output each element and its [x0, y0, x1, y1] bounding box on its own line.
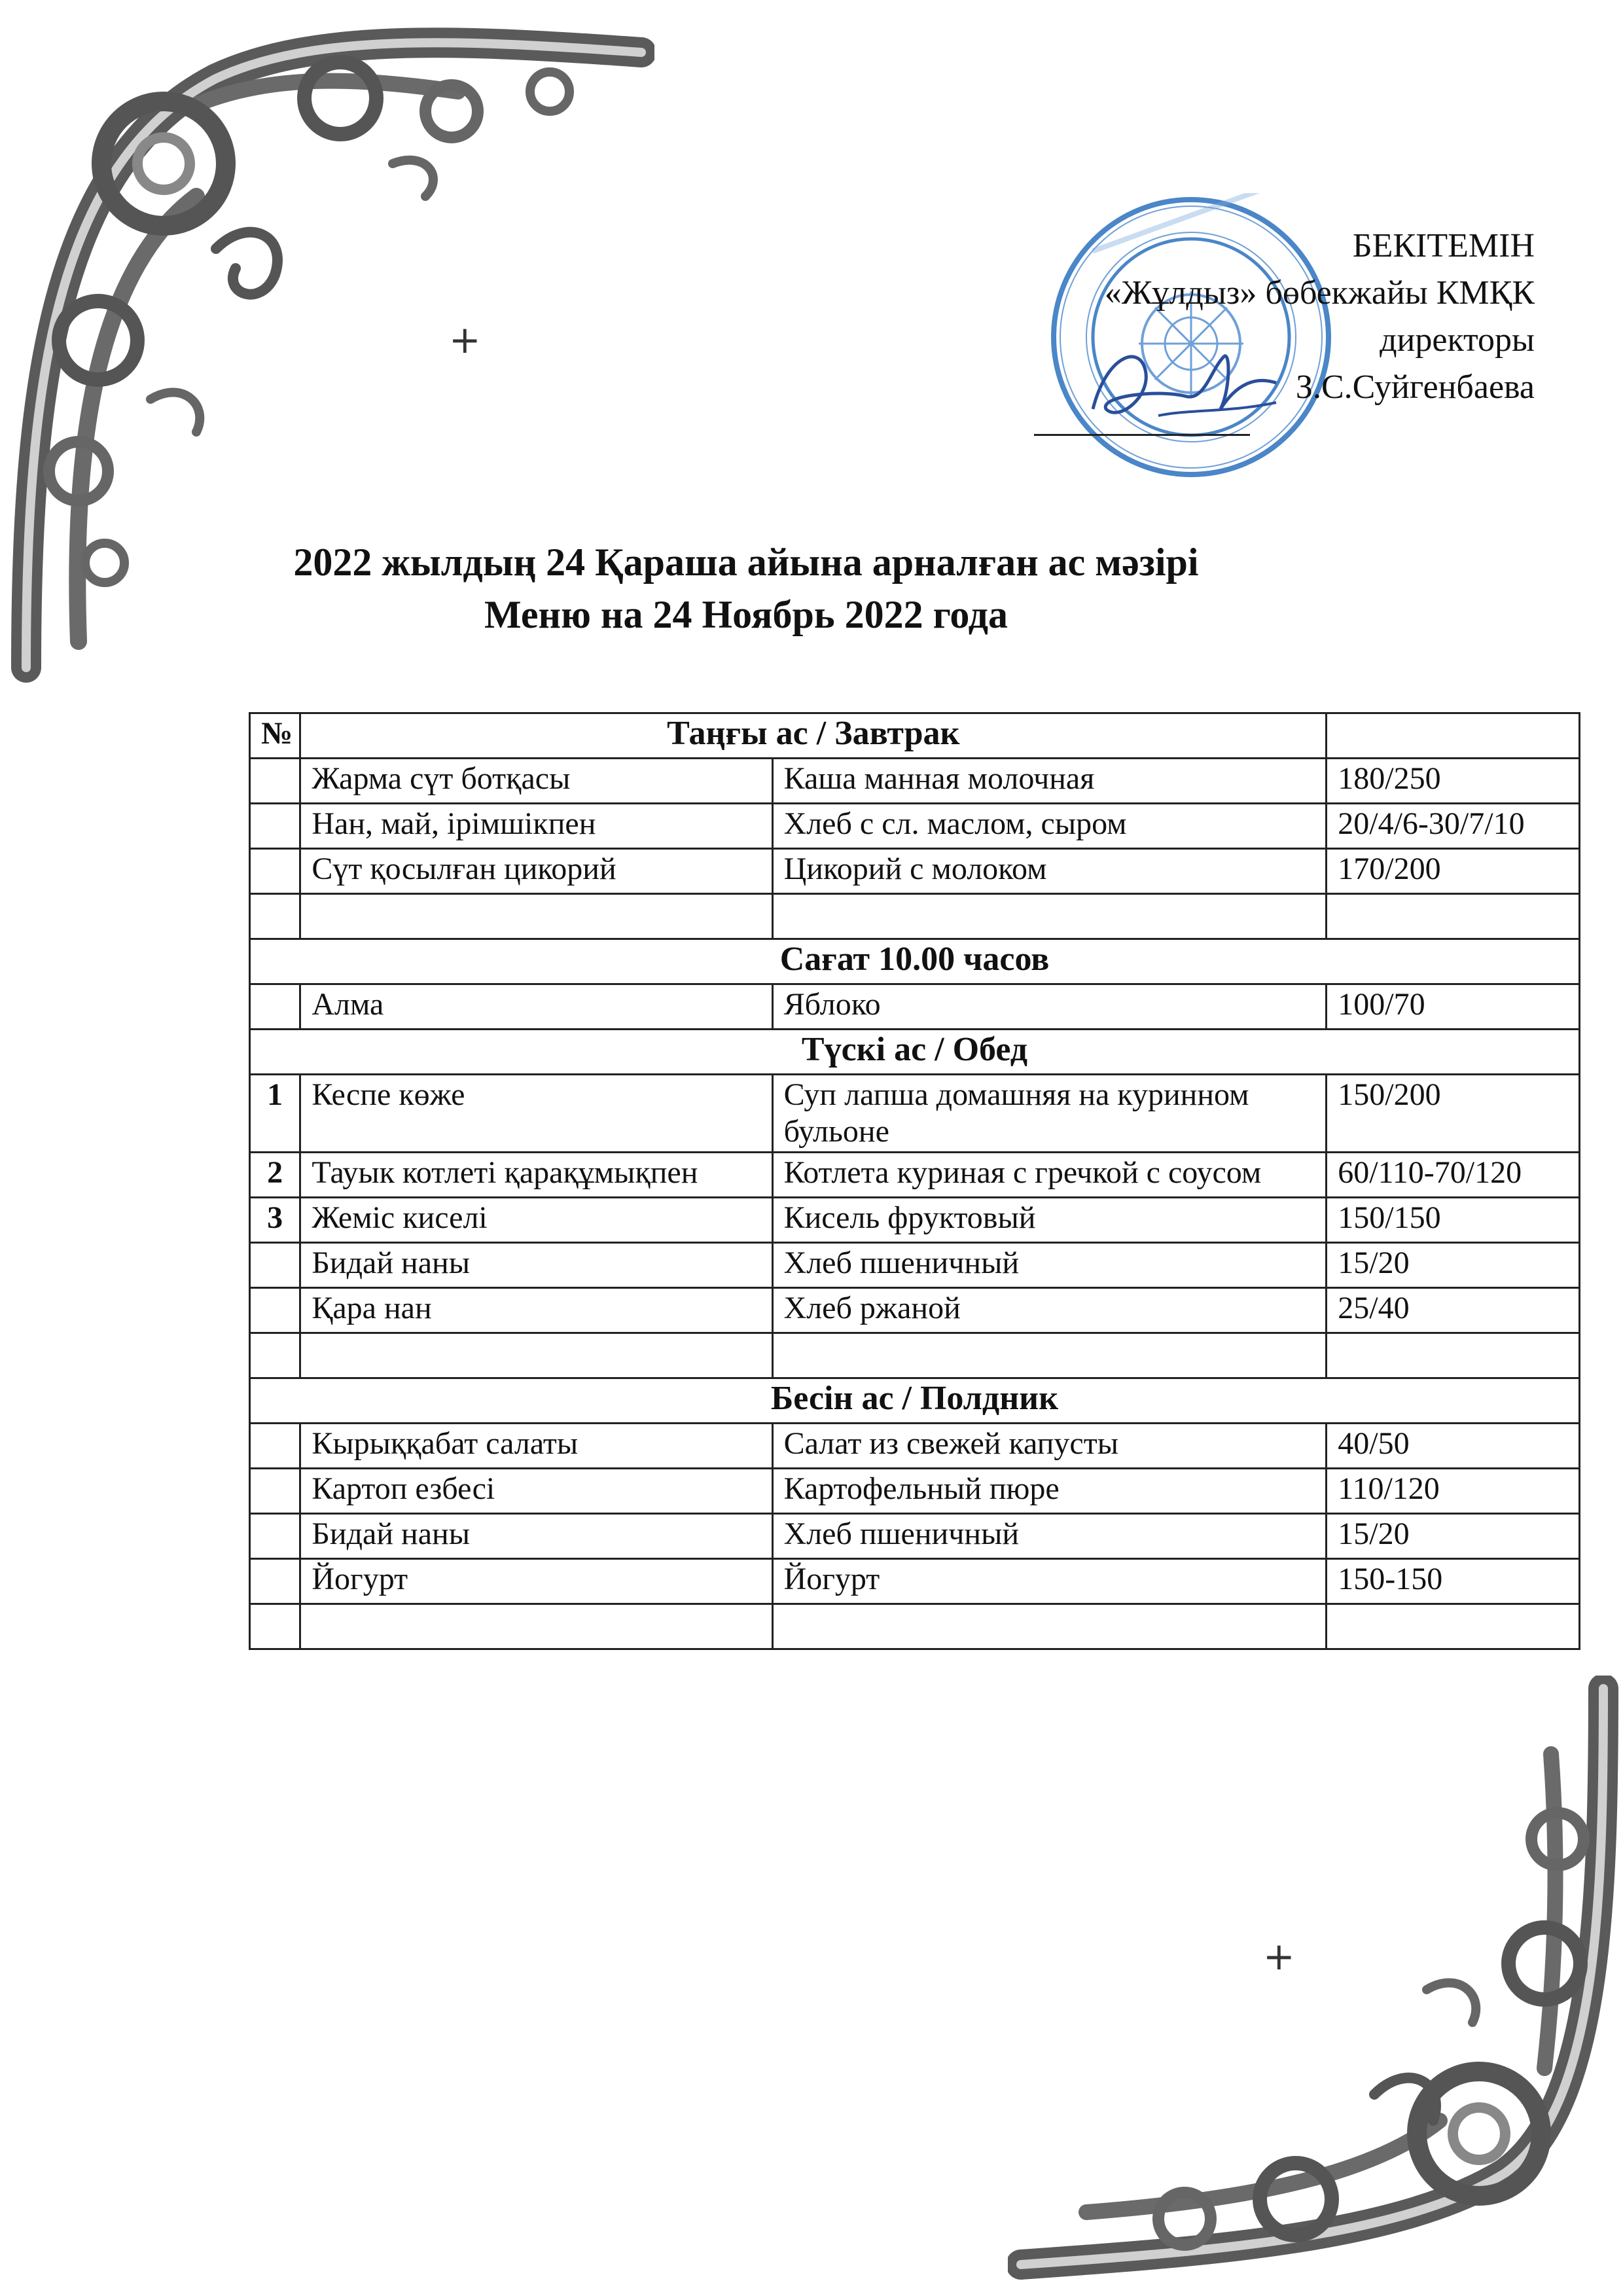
dish-name-kazakh: Алма — [300, 984, 772, 1030]
dish-number: 3 — [250, 1198, 300, 1243]
table-row — [250, 1075, 1580, 1153]
table-row — [250, 984, 1580, 1030]
dish-name-russian: Хлеб пшеничный — [772, 1243, 1327, 1288]
dish-name-kazakh: Қара нан — [300, 1288, 772, 1333]
section-title: Бесін ас / Полдник — [250, 1378, 1580, 1424]
section-row — [250, 1378, 1580, 1424]
dish-number — [250, 1514, 300, 1559]
table-row — [250, 1469, 1580, 1514]
dish-name-kazakh: Бидай наны — [300, 1243, 772, 1288]
approval-block — [1105, 223, 1535, 411]
empty-row — [250, 894, 1580, 939]
approval-position: директоры — [1380, 321, 1535, 359]
dish-weight: 170/200 — [1327, 849, 1580, 894]
dish-name-russian: Суп лапша домашняя на куринном бульоне — [772, 1075, 1327, 1153]
dish-name-russian: Йогурт — [772, 1559, 1327, 1604]
table-row — [250, 1559, 1580, 1604]
dish-weight: 180/250 — [1327, 759, 1580, 804]
dish-number — [250, 1424, 300, 1469]
title-russian: Меню на 24 Ноябрь 2022 года — [484, 593, 1008, 636]
dish-weight: 150/200 — [1327, 1075, 1580, 1153]
dish-number — [250, 1469, 300, 1514]
empty-cell — [250, 1333, 300, 1378]
num-header: № — [250, 713, 300, 759]
dish-name-kazakh: Сүт қосылған цикорий — [300, 849, 772, 894]
table-row — [250, 849, 1580, 894]
section-title: Сағат 10.00 часов — [250, 939, 1580, 984]
empty-cell — [1327, 894, 1580, 939]
table-row — [250, 1424, 1580, 1469]
dish-number — [250, 1288, 300, 1333]
empty-cell — [250, 1604, 300, 1649]
table-row — [250, 759, 1580, 804]
dish-name-kazakh: Картоп езбесі — [300, 1469, 772, 1514]
dish-name-russian: Кисель фруктовый — [772, 1198, 1327, 1243]
empty-cell — [1327, 1604, 1580, 1649]
table-row — [250, 1514, 1580, 1559]
approval-name: З.С.Суйгенбаева — [1295, 368, 1535, 406]
dish-number — [250, 804, 300, 849]
empty-cell — [1327, 1333, 1580, 1378]
table-row — [250, 1243, 1580, 1288]
dish-name-russian: Хлеб с сл. маслом, сыром — [772, 804, 1327, 849]
dish-number: 1 — [250, 1075, 300, 1153]
dish-weight: 100/70 — [1327, 984, 1580, 1030]
dish-weight: 25/40 — [1327, 1288, 1580, 1333]
dish-number: 2 — [250, 1153, 300, 1198]
dish-name-russian: Хлеб пшеничный — [772, 1514, 1327, 1559]
dish-name-kazakh: Кырыққабат салаты — [300, 1424, 772, 1469]
plus-mark-icon: + — [449, 317, 481, 362]
empty-cell — [300, 894, 772, 939]
dish-number — [250, 849, 300, 894]
empty-cell — [772, 1604, 1327, 1649]
dish-weight: 110/120 — [1327, 1469, 1580, 1514]
dish-weight: 150/150 — [1327, 1198, 1580, 1243]
dish-number — [250, 1243, 300, 1288]
section-row — [250, 939, 1580, 984]
empty-row — [250, 1333, 1580, 1378]
dish-number — [250, 1559, 300, 1604]
dish-weight: 15/20 — [1327, 1514, 1580, 1559]
empty-cell — [1327, 713, 1580, 759]
dish-number — [250, 759, 300, 804]
dish-name-russian: Яблоко — [772, 984, 1327, 1030]
plus-mark-icon: + — [1263, 1934, 1295, 1979]
dish-weight: 15/20 — [1327, 1243, 1580, 1288]
dish-name-kazakh: Нан, май, ірімшікпен — [300, 804, 772, 849]
dish-weight: 150-150 — [1327, 1559, 1580, 1604]
dish-name-kazakh: Бидай наны — [300, 1514, 772, 1559]
corner-ornament-icon — [1008, 1676, 1623, 2296]
empty-cell — [772, 894, 1327, 939]
approval-heading: БЕКІТЕМІН — [1352, 227, 1535, 264]
empty-cell — [772, 1333, 1327, 1378]
title-kazakh: 2022 жылдың 24 Қараша айына арналған ас мәзірі — [293, 541, 1199, 584]
empty-cell — [300, 1604, 772, 1649]
table-row — [250, 804, 1580, 849]
section-row — [250, 713, 1580, 759]
section-title: Таңғы ас / Завтрак — [300, 713, 1327, 759]
dish-name-kazakh: Кеспе көже — [300, 1075, 772, 1153]
dish-name-russian: Картофельный пюре — [772, 1469, 1327, 1514]
approval-organization: «Жұлдыз» бөбекжайы КМҚК — [1104, 274, 1535, 312]
dish-name-kazakh: Жеміс киселі — [300, 1198, 772, 1243]
dish-name-russian: Котлета куриная с гречкой с соусом — [772, 1153, 1327, 1198]
menu-table — [249, 712, 1580, 1650]
dish-name-kazakh: Жарма сүт ботқасы — [300, 759, 772, 804]
empty-cell — [300, 1333, 772, 1378]
dish-name-russian: Салат из свежей капусты — [772, 1424, 1327, 1469]
table-row — [250, 1288, 1580, 1333]
empty-cell — [250, 894, 300, 939]
table-row — [250, 1153, 1580, 1198]
signature-line — [1034, 434, 1250, 436]
dish-weight: 60/110-70/120 — [1327, 1153, 1580, 1198]
dish-weight: 20/4/6-30/7/10 — [1327, 804, 1580, 849]
dish-number — [250, 984, 300, 1030]
section-title: Түскі ас / Обед — [250, 1030, 1580, 1075]
dish-name-kazakh: Тауык котлеті қарақұмықпен — [300, 1153, 772, 1198]
table-row — [250, 1198, 1580, 1243]
section-row — [250, 1030, 1580, 1075]
dish-name-kazakh: Йогурт — [300, 1559, 772, 1604]
dish-name-russian: Хлеб ржаной — [772, 1288, 1327, 1333]
dish-name-russian: Цикорий с молоком — [772, 849, 1327, 894]
empty-row — [250, 1604, 1580, 1649]
dish-weight: 40/50 — [1327, 1424, 1580, 1469]
dish-name-russian: Каша манная молочная — [772, 759, 1327, 804]
